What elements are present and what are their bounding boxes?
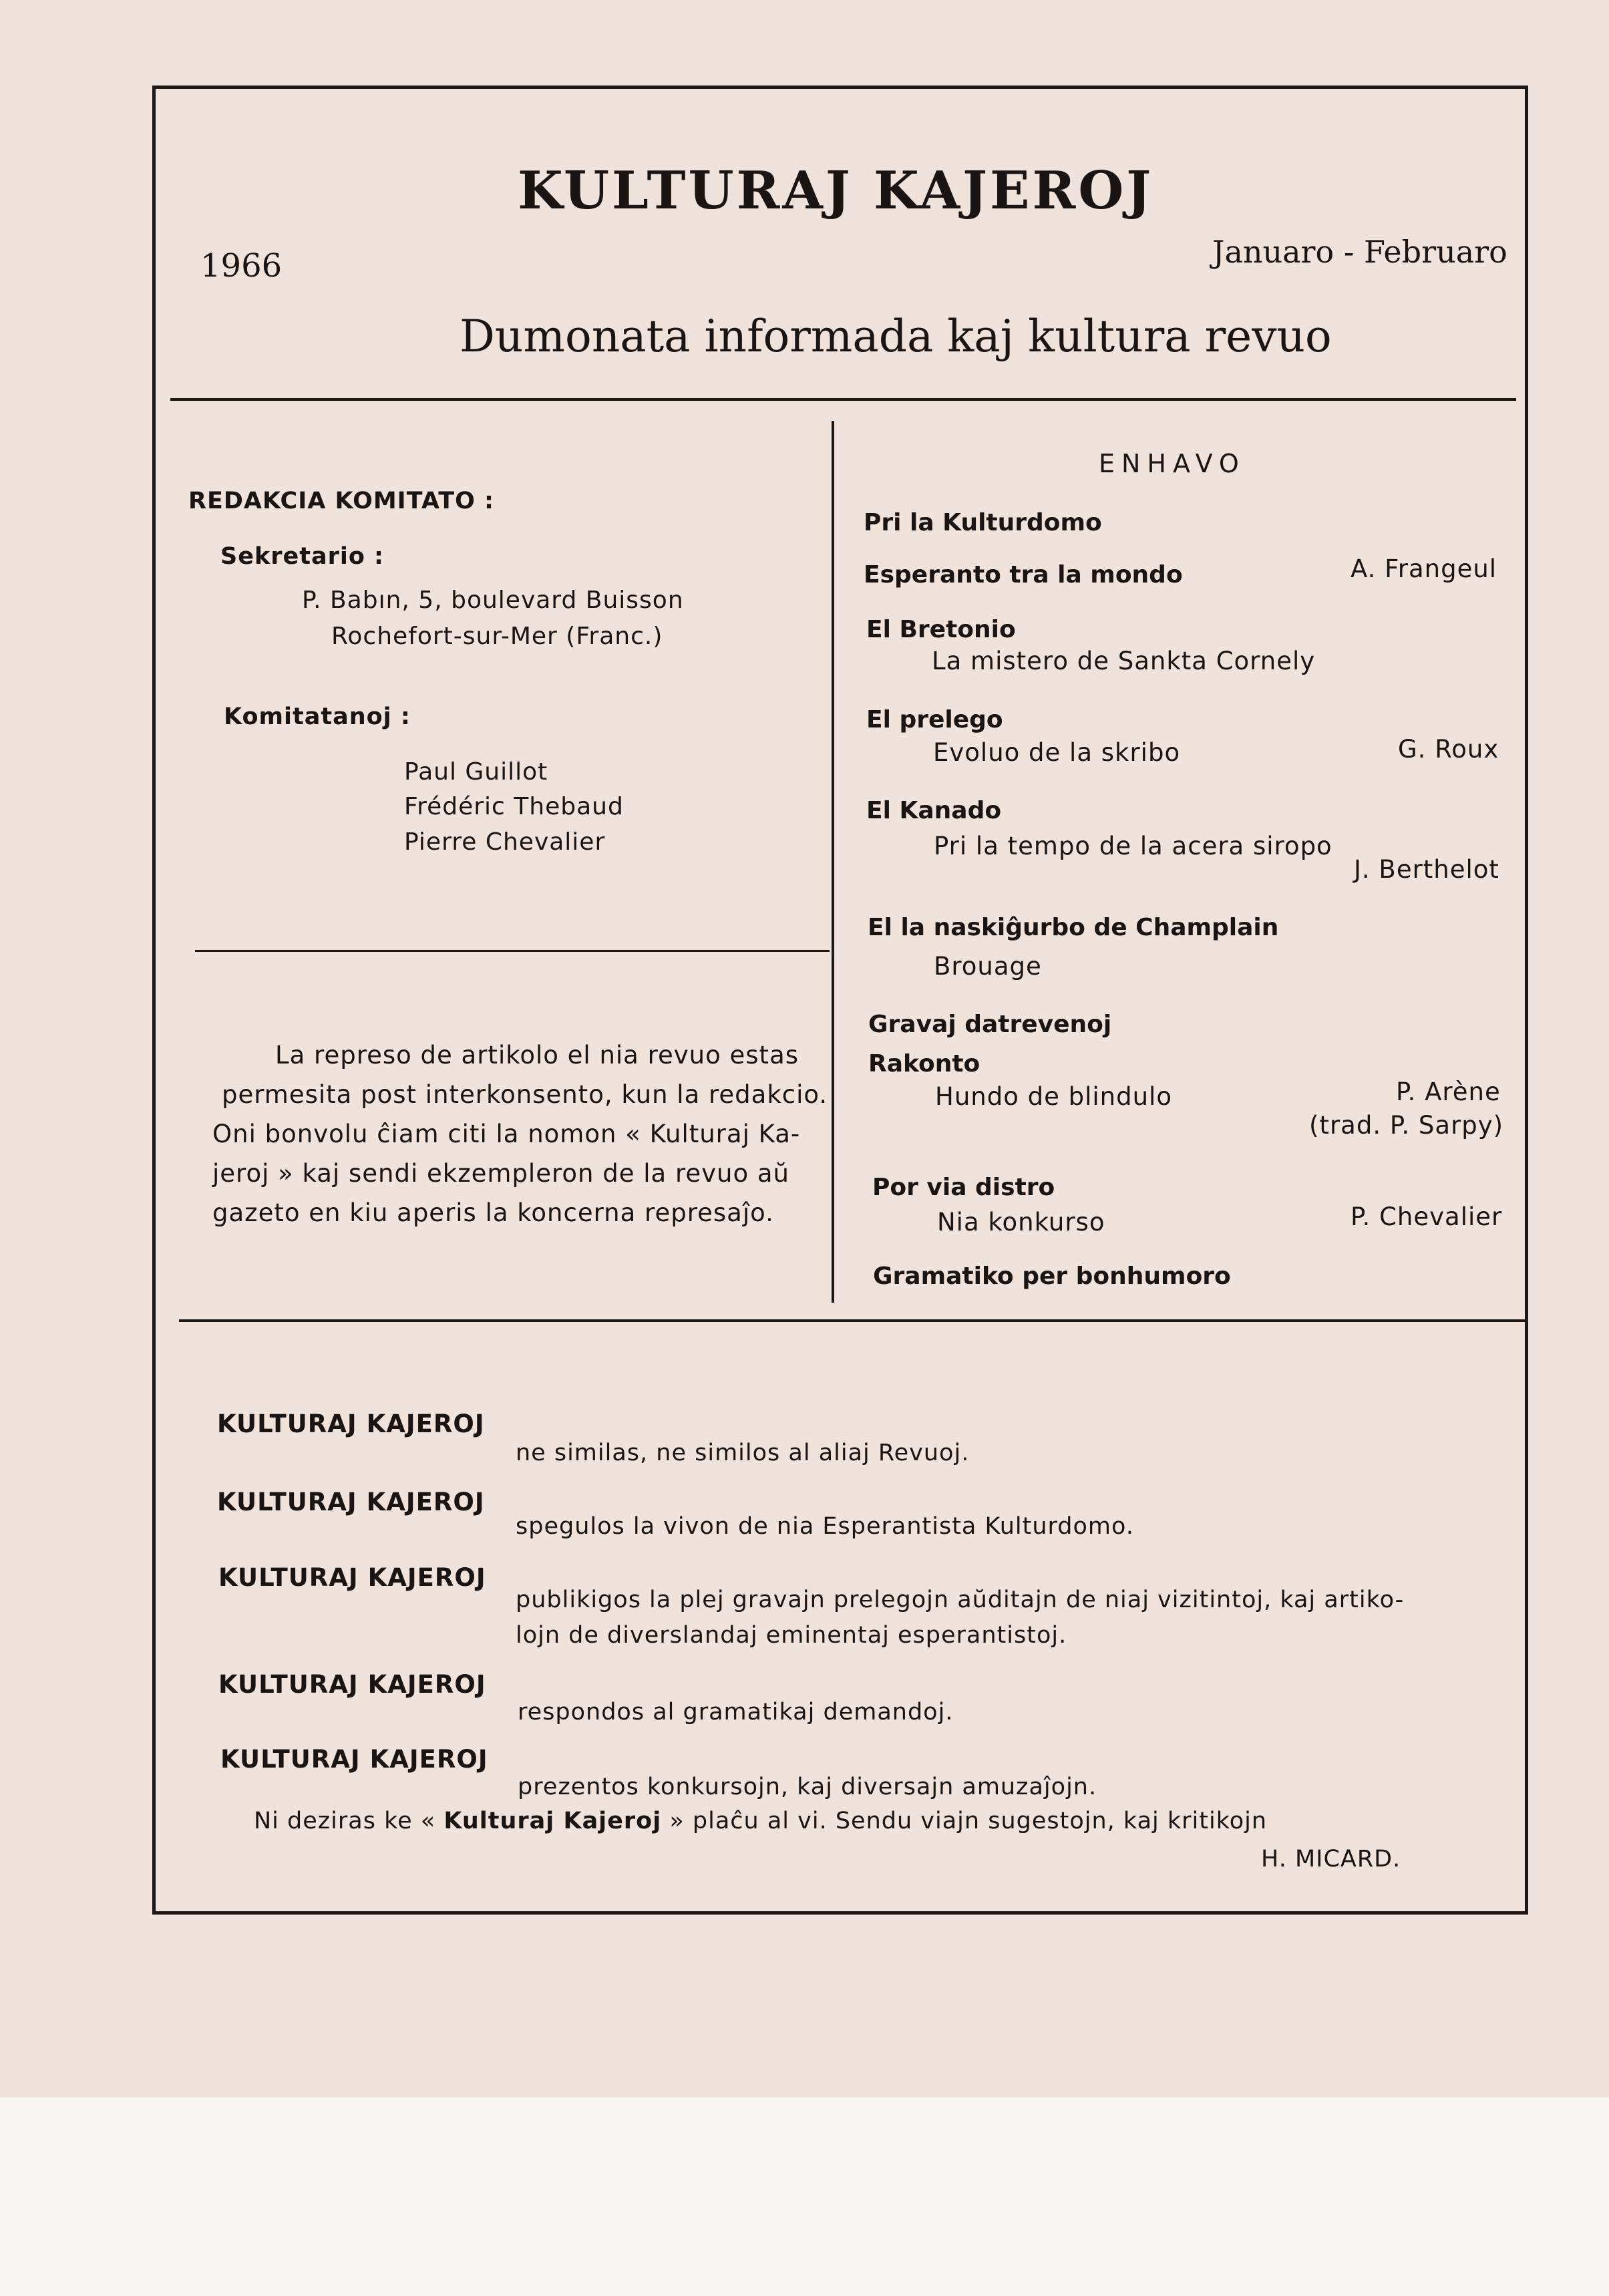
contents-author: P. Arène: [1396, 1078, 1501, 1106]
contents-title: Hundo de blindulo: [935, 1082, 1172, 1111]
contents-section: El Kanado: [866, 797, 1002, 824]
reprint-notice-line: gazeto en kiu aperis la koncerna represaĵo.: [212, 1198, 774, 1227]
committee-member: Frédéric Thebaud: [404, 793, 624, 820]
contents-author: (trad. P. Sarpy): [1309, 1111, 1504, 1140]
promo-name: KULTURAJ KAJEROJ: [217, 1488, 485, 1516]
closing-magazine-name: Kulturaj Kajeroj: [443, 1808, 662, 1834]
contents-title: Nia konkurso: [937, 1208, 1105, 1237]
closing-post: » plaĉu al vi. Sendu viajn sugestojn, kaj kritikojn: [669, 1808, 1268, 1834]
contents-title: Evoluo de la skribo: [933, 738, 1181, 767]
contents-section: Esperanto tra la mondo: [864, 561, 1183, 589]
secretary-line: Rochefort-sur-Mer (Franc.): [331, 623, 663, 650]
closing-pre: Ni deziras ke «: [254, 1808, 436, 1834]
contents-section: Pri la Kulturdomo: [864, 509, 1102, 536]
committee-heading: REDAKCIA KOMITATO :: [188, 488, 495, 514]
promo-name: KULTURAJ KAJEROJ: [217, 1410, 485, 1438]
contents-title: Pri la tempo de la acera siropo: [934, 832, 1332, 860]
magazine-title: KULTURAJ KAJEROJ: [518, 160, 1154, 221]
promo-name: KULTURAJ KAJEROJ: [218, 1670, 486, 1699]
issue-months: Januaro - Februaro: [1212, 234, 1507, 270]
reprint-notice-line: permesita post interkonsento, kun la redakcio.: [222, 1080, 828, 1109]
contents-title: Brouage: [934, 952, 1042, 981]
magazine-subtitle: Dumonata informada kaj kultura revuo: [460, 311, 1332, 362]
reprint-notice-line: La represo de artikolo el nia revuo estas: [275, 1041, 799, 1070]
promo-text: publikigos la plej gravajn prelegojn aŭditajn de niaj vizitintoj, kaj artiko-: [516, 1587, 1405, 1613]
page-bottom-area: [0, 2098, 1609, 2296]
contents-section: El Bretonio: [866, 616, 1016, 643]
members-label: Komitatanoj :: [224, 703, 411, 730]
contents-title: La mistero de Sankta Cornely: [932, 647, 1316, 675]
secretary-label: Sekretario :: [220, 543, 385, 570]
notice-divider: [195, 950, 830, 952]
promo-text: respondos al gramatikaj demandoj.: [518, 1699, 954, 1726]
committee-member: Pierre Chevalier: [404, 828, 606, 856]
promo-text: spegulos la vivon de nia Esperantista Kulturdomo.: [516, 1513, 1134, 1540]
reprint-notice-line: Oni bonvolu ĉiam citi la nomon « Kulturaj Ka-: [212, 1120, 801, 1148]
contents-section: Por via distro: [872, 1174, 1055, 1201]
header-divider: [170, 398, 1516, 401]
secretary-line: P. Babın, 5, boulevard Buisson: [302, 587, 684, 614]
contents-section: El la naskiĝurbo de Champlain: [868, 914, 1279, 941]
promo-divider: [179, 1319, 1528, 1322]
contents-author: P. Chevalier: [1351, 1202, 1503, 1231]
promo-text: prezentos konkursojn, kaj diversajn amuzaĵojn.: [518, 1774, 1097, 1800]
contents-heading: ENHAVO: [1099, 449, 1246, 478]
reprint-notice-line: jeroj » kaj sendi ekzempleron de la revuo aŭ: [212, 1159, 789, 1188]
signature: H. MICARD.: [1261, 1846, 1401, 1872]
closing-line: [254, 1806, 1267, 1836]
promo-name: KULTURAJ KAJEROJ: [218, 1563, 486, 1592]
issue-year: 1966: [200, 247, 283, 285]
contents-section: El prelego: [866, 706, 1003, 733]
contents-author: A. Frangeul: [1351, 554, 1497, 583]
promo-text: ne similas, ne similos al aliaj Revuoj.: [516, 1440, 970, 1466]
contents-section: Gramatiko per bonhumoro: [873, 1263, 1231, 1290]
contents-author: J. Berthelot: [1354, 855, 1499, 884]
contents-author: G. Roux: [1398, 735, 1499, 764]
contents-section: Gravaj datrevenoj: [868, 1011, 1112, 1038]
contents-section: Rakonto: [868, 1050, 980, 1078]
promo-name: KULTURAJ KAJEROJ: [220, 1745, 488, 1774]
committee-member: Paul Guillot: [404, 758, 548, 786]
promo-text: lojn de diverslandaj eminentaj esperantistoj.: [516, 1622, 1067, 1649]
column-divider: [832, 421, 834, 1303]
